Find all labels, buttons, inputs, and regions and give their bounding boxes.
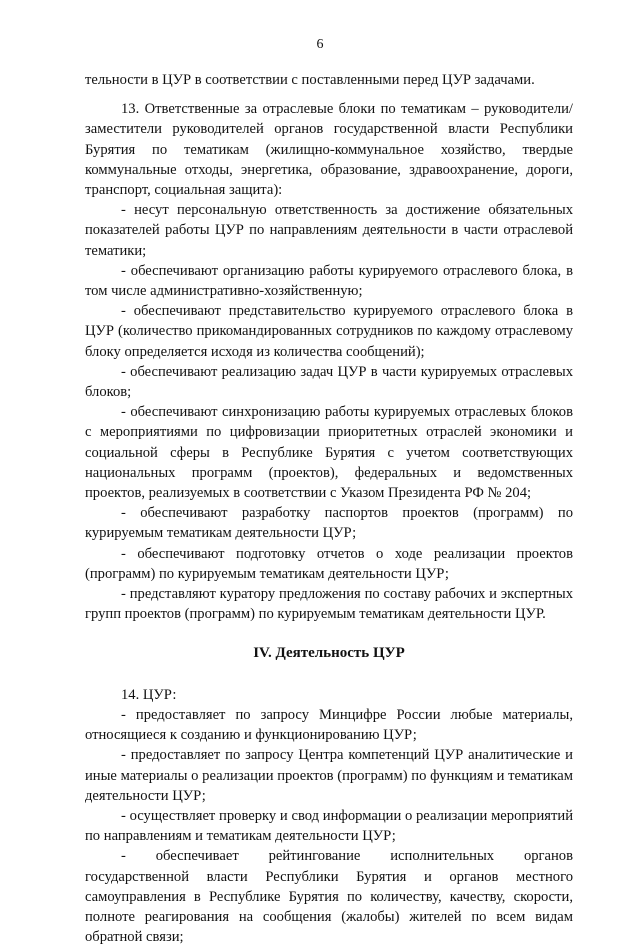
item-13-bullet: - обеспечивают реализацию задач ЦУР в части курируемых отраслевых блоков;: [85, 363, 573, 401]
item-13-intro: 13. Ответственные за отраслевые блоки по тематикам – руководители/заместители руководителей органов государственной власти Республики Бурятия по тематикам (жилищно-коммунальное хозяйство, твердые коммунальные отходы, энергетика, образование, здравоохранение, дороги, транспорт, социальная защита):: [85, 101, 573, 199]
item-13-bullet: - обеспечивают разработку паспортов проектов (программ) по курируемым тематикам деятельности ЦУР;: [85, 505, 573, 542]
section-heading: IV. Деятельность ЦУР: [253, 645, 405, 662]
item-13-bullet: - обеспечивают подготовку отчетов о ходе реализации проектов (программ) по курируемым тематикам деятельности ЦУР;: [85, 545, 573, 582]
item-14-bullet: - обеспечивает рейтингование исполнительных органов государственной власти Республики Бурятия и органов местного самоуправления в Республике Бурятия по количеству, качеству, скорости, полноте реагирования на сообщения (жалобы) жителей по всем видам обратной связи;: [85, 848, 573, 946]
item-13-bullet: - обеспечивают представительство курируемого отраслевого блока в ЦУР (количество прикомандированных сотрудников по каждому отраслевому блоку определяется исходя из количества сообщений);: [85, 303, 573, 360]
document-body: [85, 70, 573, 947]
continuation-paragraph: тельности в ЦУР в соответствии с поставленными перед ЦУР задачами.: [85, 72, 535, 88]
item-14-bullet: - осуществляет проверку и свод информации о реализации мероприятий по направлениям и тематикам деятельности ЦУР;: [85, 807, 573, 845]
item-13-bullet: - обеспечивают синхронизацию работы курируемых отраслевых блоков с мероприятиями по цифровизации приоритетных отраслей экономики и социальной сферы в Республике Бурятия с учетом соответствующих национальных программ (проектов), федеральных и ведомственных проектов, реализуемых в соответствии с Указом Президента РФ № 204;: [85, 404, 573, 502]
item-13-bullet: - обеспечивают организацию работы курируемого отраслевого блока, в том числе административно-хозяйственную;: [85, 262, 573, 300]
item-14-bullet: - предоставляет по запросу Минцифре России любые материалы, относящиеся к созданию и функционированию ЦУР;: [85, 706, 573, 744]
item-13-bullet: - представляют куратору предложения по составу рабочих и экспертных групп проектов (программ) по курируемым тематикам деятельности ЦУР.: [85, 586, 573, 623]
item-14-intro: 14. ЦУР:: [121, 686, 177, 703]
item-14-bullet: - предоставляет по запросу Центра компетенций ЦУР аналитические и иные материалы о реализации проектов (программ) по функциям и тематикам деятельности ЦУР;: [85, 747, 573, 804]
page-number: 6: [316, 37, 324, 52]
item-13-bullet: - несут персональную ответственность за достижение обязательных показателей работы ЦУР по направлениям деятельности в части отраслевой тематики;: [85, 202, 573, 259]
